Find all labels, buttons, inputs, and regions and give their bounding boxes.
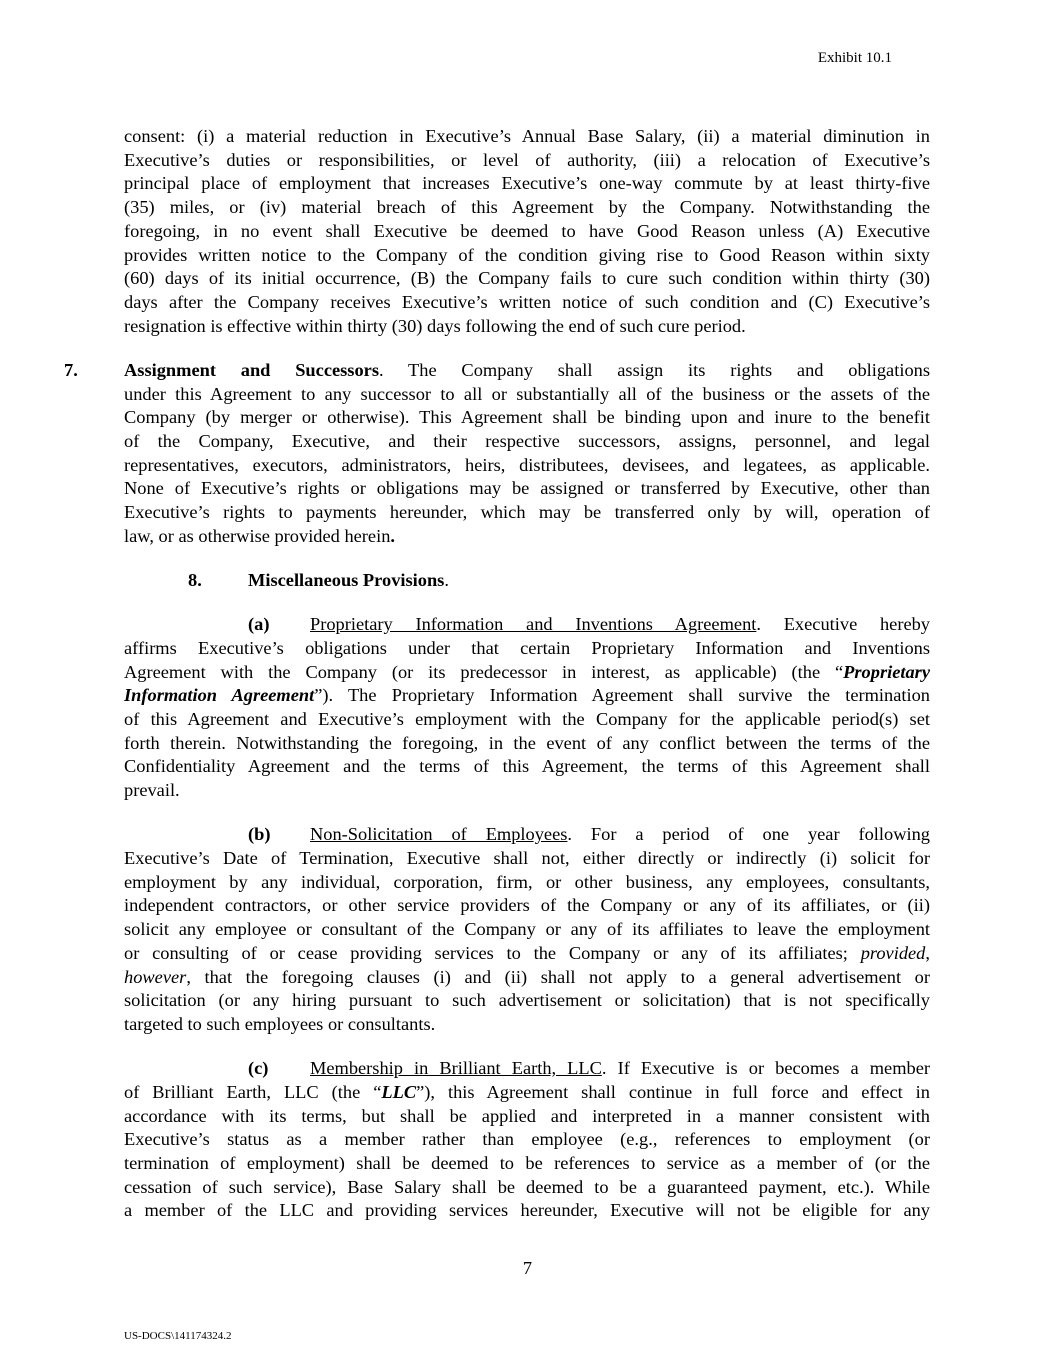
subsection-text: ”). The Proprietary Information Agreement shall survive the termination	[314, 685, 930, 706]
text-line: Executive’s duties or responsibilities, or level of authority, (iii) a relocation of Executive’s	[124, 149, 930, 170]
subsection-text: ,	[925, 942, 930, 963]
text-line: of this Agreement and Executive’s employment with the Company for the applicable period(s) set	[124, 708, 930, 729]
subsection-heading: Non-Solicitation of Employees	[310, 824, 568, 845]
text-line: principal place of employment that increases Executive’s one-way commute by at least thirty-five	[124, 173, 930, 194]
text-line	[124, 1081, 930, 1105]
paragraph-good-reason-continuation	[124, 125, 930, 338]
text-line: accordance with its terms, but shall be applied and interpreted in a manner consistent with	[124, 1105, 930, 1126]
subsection-text: . Executive hereby	[756, 614, 930, 635]
page-number: 7	[522, 1258, 533, 1278]
subsection-text: . For a period of one year following	[567, 824, 930, 845]
text-line: affirms Executive’s obligations under that certain Proprietary Information and Inventions	[124, 637, 930, 658]
exhibit-label: Exhibit 10.1	[817, 50, 892, 66]
text-line: foregoing, in no event shall Executive be deemed to have Good Reason unless (A) Executive	[124, 220, 930, 241]
document-body	[64, 125, 930, 1244]
text-line	[124, 1057, 930, 1081]
subsection-label: (b)	[248, 824, 271, 845]
text-line	[124, 525, 930, 549]
subsection-label: (c)	[248, 1058, 269, 1079]
text-line: solicit any employee or consultant of the Company or any of its affiliates to leave the employment	[124, 919, 930, 940]
text-line: Confidentiality Agreement and the terms of this Agreement, the terms of this Agreement shall	[124, 756, 930, 777]
subsection-heading: Proprietary Information and Inventions Agreement	[310, 614, 757, 635]
subsection-heading: Membership in Brilliant Earth, LLC	[310, 1058, 602, 1079]
defined-term: Proprietary	[843, 661, 930, 682]
text-line: provides written notice to the Company of the condition giving rise to Good Reason within sixty	[124, 244, 930, 265]
text-line	[64, 359, 930, 383]
subsection-text: of Brilliant Earth, LLC (the “	[124, 1081, 382, 1102]
text-line: under this Agreement to any successor to all or substantially all of the business or the assets of the	[124, 383, 930, 404]
text-line	[124, 966, 930, 990]
text-line: Executive’s status as a member rather than employee (e.g., references to employment (or	[124, 1129, 930, 1150]
text-line: prevail.	[124, 780, 180, 801]
subsection-b-non-solicitation	[124, 823, 930, 1036]
text-line: termination of employment) shall be deemed to be references to service as a member of (or the	[124, 1152, 930, 1173]
text-line: targeted to such employees or consultants.	[124, 1013, 436, 1034]
text-line: Company (by merger or otherwise). This Agreement shall be binding upon and inure to the benefit	[124, 407, 930, 428]
section-number: 8.	[188, 569, 202, 590]
italic-term: however	[124, 966, 187, 987]
defined-term: LLC	[381, 1081, 417, 1102]
section-number: 7.	[64, 359, 78, 380]
text-line: consent: (i) a material reduction in Executive’s Annual Base Salary, (ii) a material diminution in	[124, 126, 930, 146]
section-text: . The Company shall assign its rights and obligations	[378, 359, 930, 380]
section-title: Miscellaneous Provisions	[248, 569, 445, 590]
text-line	[124, 823, 930, 847]
text-line	[124, 661, 930, 685]
section-7-assignment	[0, 359, 930, 549]
subsection-text: Agreement with the Company (or its predecessor in interest, as applicable) (the “	[124, 661, 844, 682]
text-line	[124, 942, 930, 966]
text-line: Executive’s rights to payments hereunder, which may be transferred only by will, operation of	[124, 502, 930, 523]
subsection-text: . If Executive is or becomes a member	[601, 1058, 930, 1079]
text-line: resignation is effective within thirty (30) days following the end of such cure period.	[124, 315, 746, 336]
section-text-end: .	[390, 525, 396, 546]
subsection-c-llc-membership	[124, 1057, 930, 1223]
italic-term: provided	[860, 942, 926, 963]
text-line: independent contractors, or other service providers of the Company or any of its affiliates, or (ii)	[124, 895, 930, 916]
text-line: days after the Company receives Executive’s written notice of such condition and (C) Executive’s	[124, 291, 930, 312]
subsection-text: , that the foregoing clauses (i) and (ii) shall not apply to a general advertisement or	[186, 966, 930, 987]
text-line: solicitation (or any hiring pursuant to such advertisement or solicitation) that is not specifically	[124, 990, 930, 1011]
subsection-text: ”), this Agreement shall continue in full force and effect in	[416, 1081, 930, 1102]
document-id: US-DOCS\141174324.2	[124, 1330, 232, 1342]
text-line: (60) days of its initial occurrence, (B) the Company fails to cure such condition within thirty (30)	[124, 268, 930, 289]
text-line	[124, 684, 930, 708]
text-line: of the Company, Executive, and their respective successors, assigns, personnel, and legal	[124, 430, 930, 451]
subsection-label: (a)	[248, 614, 270, 635]
text-line	[124, 613, 930, 637]
text-line: Executive’s Date of Termination, Executive shall not, either directly or indirectly (i) solicit for	[124, 847, 930, 868]
text-line: forth therein. Notwithstanding the foregoing, in the event of any conflict between the terms of the	[124, 732, 930, 753]
text-line	[124, 569, 930, 593]
section-title: Assignment and Successors	[124, 359, 379, 380]
subsection-a-proprietary-information	[124, 613, 930, 803]
text-line: employment by any individual, corporation, firm, or other business, any employees, consultants,	[124, 871, 930, 892]
text-line: cessation of such service), Base Salary shall be deemed to be a guaranteed payment, etc.). While	[124, 1176, 930, 1197]
section-text: law, or as otherwise provided herein	[124, 525, 391, 546]
subsection-text: or consulting of or cease providing services to the Company or any of its affiliates;	[124, 942, 861, 963]
text-line: representatives, executors, administrators, heirs, distributees, devisees, and legatees, as applicable.	[124, 454, 930, 475]
section-title-end: .	[444, 569, 449, 590]
text-line: a member of the LLC and providing services hereunder, Executive will not be eligible for any	[124, 1200, 930, 1221]
text-line: (35) miles, or (iv) material breach of this Agreement by the Company. Notwithstanding the	[124, 197, 930, 218]
text-line: None of Executive’s rights or obligations may be assigned or transferred by Executive, other than	[124, 478, 930, 499]
section-8-heading	[124, 569, 930, 593]
defined-term: Information Agreement	[124, 685, 315, 706]
